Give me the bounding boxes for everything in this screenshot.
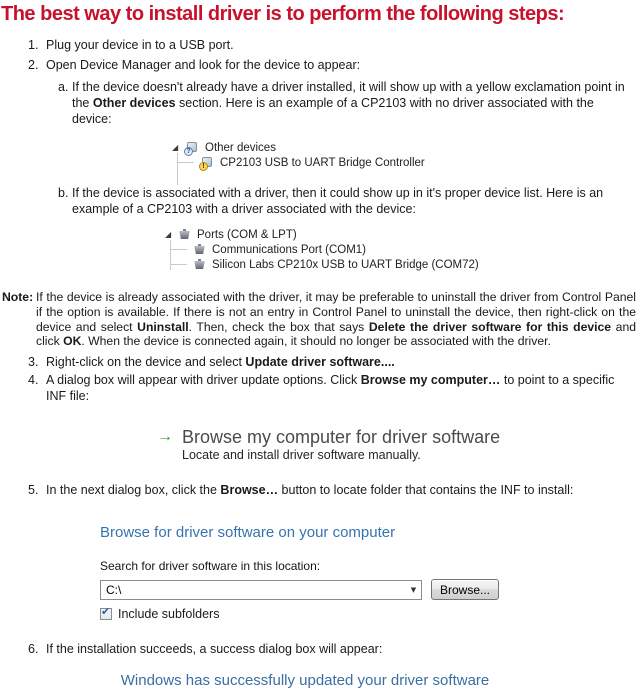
browse-option-subtitle: Locate and install driver software manually. [182, 448, 421, 463]
location-value[interactable]: C:\ [106, 582, 122, 597]
location-combobox[interactable] [100, 580, 422, 600]
serial-port-icon [193, 244, 206, 255]
step-1 [28, 37, 640, 53]
step-1-text: Plug your device in to a USB port. [46, 38, 234, 52]
browse-option-title[interactable]: Browse my computer for driver software [182, 427, 501, 448]
step-5-number: 5. [28, 483, 39, 498]
note-text-b2: Delete the driver software for this device [368, 319, 612, 334]
note-text-p2: . Then, check the box that says [188, 319, 369, 334]
step-3-text-bold: Update driver software.... [245, 355, 395, 370]
green-arrow-icon: → [157, 428, 173, 446]
note-text-p1: If the device is already associated with the driver, it may be preferable to uninstall the driver from Control Panel if the option is available. If there is not an entry in Control Panel to uninstall the device, then right-click on the device and select [36, 290, 636, 334]
device-manager-tree-other-devices [172, 140, 640, 178]
search-location-label: Search for driver software in this location: [100, 559, 321, 574]
step-5-text-pre: In the next dialog box, click the [46, 483, 221, 498]
tree-node-com1[interactable] [165, 242, 640, 257]
serial-port-icon [178, 229, 191, 240]
step-2a [58, 79, 640, 127]
step-5-text-bold: Browse… [220, 483, 279, 498]
step-3-text-pre: Right-click on the device and select [46, 355, 246, 370]
tree-node-label[interactable]: Ports (COM & LPT) [197, 228, 297, 241]
note-text [36, 290, 636, 349]
step-2a-text-pre: If the device doesn't already have a driver installed, it will show up with a yellow exclamation point in the [72, 80, 625, 110]
step-4-text-bold: Browse my computer… [360, 373, 501, 388]
note-text-b3: OK [63, 334, 82, 349]
note-text-b1: Uninstall [137, 319, 189, 334]
tree-node-label[interactable]: Silicon Labs CP210x USB to UART Bridge (COM72) [212, 258, 479, 271]
tree-node-label[interactable]: CP2103 USB to UART Bridge Controller [220, 156, 425, 169]
browse-option-text [182, 426, 500, 463]
step-4-number: 4. [28, 373, 39, 388]
tree-node-ports[interactable] [165, 227, 640, 242]
include-subfolders-checkbox[interactable] [100, 605, 112, 620]
question-badge-icon: ? [184, 147, 193, 156]
tree-node-label[interactable]: Communications Port (COM1) [212, 243, 367, 256]
step-2a-letter: a. [58, 80, 69, 94]
step-1-number: 1. [28, 38, 39, 52]
step-2b-letter: b. [58, 186, 69, 200]
note-block [0, 290, 640, 349]
expand-triangle-icon[interactable]: ◢ [165, 230, 172, 239]
note-label: Note: [2, 290, 34, 304]
step-3-number: 3. [28, 355, 39, 370]
expand-triangle-icon[interactable]: ◢ [172, 143, 179, 152]
step-2-text: Open Device Manager and look for the device to appear: [46, 58, 361, 72]
step-6-text: If the installation succeeds, a success dialog box will appear: [46, 642, 383, 657]
step-3-text [46, 354, 630, 370]
warning-device-icon [200, 157, 214, 169]
tree-node-other-devices[interactable] [172, 140, 640, 155]
step-4-text-post: to point to a specific INF file: [46, 373, 615, 404]
page-title: The best way to install driver is to perform the following steps: [1, 3, 565, 25]
step-5 [28, 482, 640, 498]
tree-node-cp2103-unknown[interactable] [172, 155, 640, 170]
step-2b-text: If the device is associated with a driver, then it could show up in it's proper device list. Here is an example of a CP2103 with a driver associated with the device: [72, 186, 604, 216]
step-6-number: 6. [28, 642, 39, 657]
success-message: Windows has successfully updated your driver software [120, 672, 490, 689]
step-6 [28, 641, 640, 657]
step-4-text-pre: A dialog box will appear with driver update options. Click [46, 373, 361, 388]
wizard-heading: Browse for driver software on your computer [100, 524, 396, 542]
serial-port-icon [193, 259, 206, 270]
step-2a-text-post: section. Here is an example of a CP2103 with no driver associated with the device: [72, 96, 594, 126]
step-2-number: 2. [28, 58, 39, 72]
step-3 [28, 354, 640, 370]
step-2a-text [72, 79, 630, 127]
exclamation-badge-icon: ! [199, 162, 208, 171]
note-text-p3: and click [36, 319, 636, 349]
location-row [100, 579, 640, 600]
unknown-device-icon [185, 142, 199, 154]
step-2a-text-bold: Other devices [92, 96, 176, 110]
step-4 [28, 372, 640, 404]
include-subfolders-row [100, 607, 640, 621]
tree-node-cp210x-com72[interactable] [165, 257, 640, 272]
note-text-p4: . When the device is connected again, it should no longer be associated with the driver. [81, 334, 551, 349]
include-subfolders-label[interactable]: Include subfolders [118, 607, 220, 622]
checkmark-icon: ✔ [101, 605, 111, 619]
device-manager-tree-ports [165, 227, 640, 280]
tree-node-label[interactable]: Other devices [205, 141, 276, 154]
step-5-text [46, 482, 630, 498]
browse-my-computer-option[interactable] [157, 426, 640, 463]
driver-install-guide-page [0, 1, 640, 689]
browse-button[interactable]: Browse... [431, 579, 499, 600]
step-2b [58, 185, 640, 217]
step-4-text [46, 372, 630, 404]
step-5-text-post: button to locate folder that contains the INF to install: [278, 483, 574, 498]
step-2 [28, 57, 640, 73]
dropdown-arrow-icon[interactable]: ▼ [410, 585, 417, 594]
